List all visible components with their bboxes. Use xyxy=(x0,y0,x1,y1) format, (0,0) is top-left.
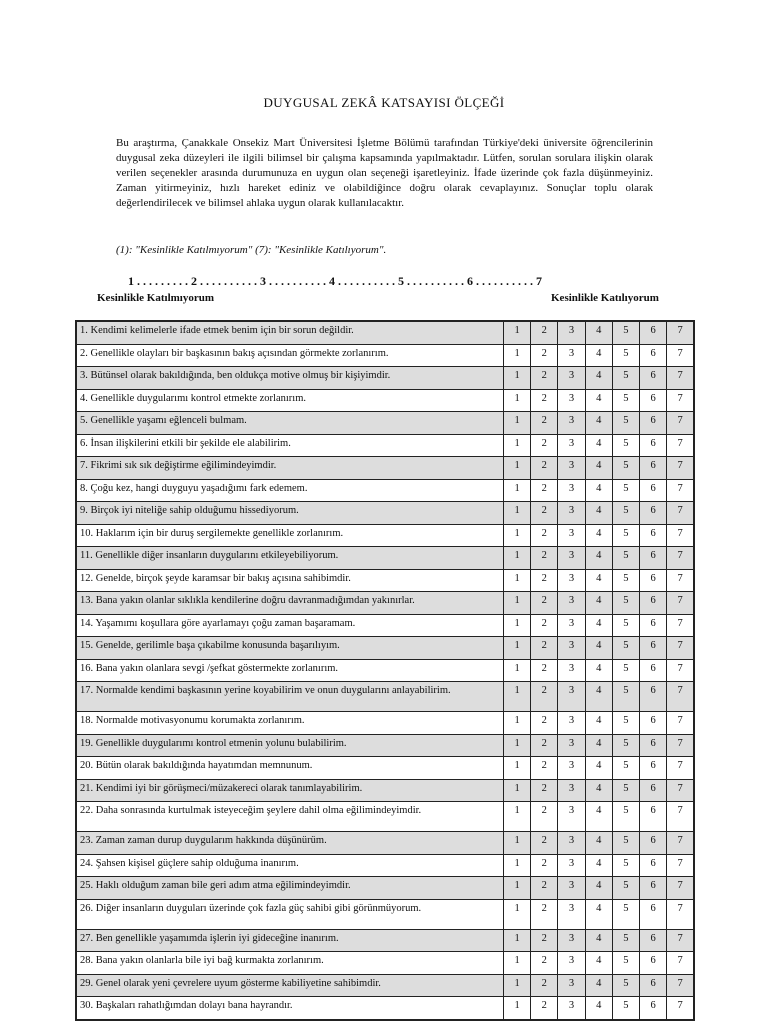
answer-option[interactable]: 6 xyxy=(640,757,667,780)
answer-option[interactable]: 5 xyxy=(612,524,639,547)
table-row xyxy=(76,321,694,344)
questionnaire-table xyxy=(75,320,695,1021)
question-text: 26. Diğer insanların duyguları üzerinde çok fazla güç sahibi gibi görünmüyorum. xyxy=(76,899,504,929)
answer-option[interactable]: 6 xyxy=(640,592,667,615)
answer-option[interactable]: 4 xyxy=(585,389,612,412)
question-text: 3. Bütünsel olarak bakıldığında, ben oldukça motive olmuş bir kişiyimdir. xyxy=(76,367,504,390)
answer-option[interactable]: 7 xyxy=(667,434,694,457)
answer-option[interactable]: 5 xyxy=(612,712,639,735)
answer-option[interactable]: 4 xyxy=(585,344,612,367)
answer-option[interactable]: 7 xyxy=(667,321,694,344)
answer-option[interactable]: 4 xyxy=(585,997,612,1020)
answer-option[interactable]: 5 xyxy=(612,367,639,390)
answer-option[interactable]: 4 xyxy=(585,412,612,435)
answer-option[interactable]: 1 xyxy=(504,682,531,712)
answer-option[interactable]: 7 xyxy=(667,524,694,547)
answer-option[interactable]: 4 xyxy=(585,802,612,832)
question-text: 12. Genelde, birçok şeyde karamsar bir bakış açısına sahibimdir. xyxy=(76,569,504,592)
answer-option[interactable]: 6 xyxy=(640,547,667,570)
answer-option[interactable]: 2 xyxy=(531,614,558,637)
answer-option[interactable]: 7 xyxy=(667,734,694,757)
answer-option[interactable]: 6 xyxy=(640,997,667,1020)
answer-option[interactable]: 7 xyxy=(667,952,694,975)
table-row xyxy=(76,412,694,435)
scale-left-label: Kesinlikle Katılmıyorum xyxy=(97,292,215,304)
answer-option[interactable]: 2 xyxy=(531,929,558,952)
answer-option[interactable]: 2 xyxy=(531,592,558,615)
answer-option[interactable]: 1 xyxy=(504,321,531,344)
question-text: 17. Normalde kendimi başkasının yerine koyabilirim ve onun duygularını anlayabilirim. xyxy=(76,682,504,712)
answer-option[interactable]: 7 xyxy=(667,389,694,412)
answer-option[interactable]: 5 xyxy=(612,877,639,900)
answer-option[interactable]: 5 xyxy=(612,502,639,525)
intro-paragraph: Bu araştırma, Çanakkale Onsekiz Mart Üniversitesi İşletme Bölümü tarafından Türkiye'deki üniversite öğrencilerinin duygusal zeka düzeyleri ile ilgili bilimsel bir çalışma kapsamında yapılmaktadır. Lütfen, sorulan sorulara ilişkin olarak verilen seçenekler arasında durumunuza en uygun olan seçeneği işaretleyiniz. İfade üzerinde çok fazla düşünmeyiniz. Zaman yitirmeyiniz, hızlı hareket ediniz ve olabildiğince doğru olarak cevaplayınız. Sonuçlar toplu olarak değerlendirilecek ve bilimsel ahlaka uygun olarak kullanılacaktır. xyxy=(116,137,653,209)
question-text: 19. Genellikle duygularımı kontrol etmenin yolunu bulabilirim. xyxy=(76,734,504,757)
answer-option[interactable]: 2 xyxy=(531,712,558,735)
answer-option[interactable]: 3 xyxy=(558,524,585,547)
answer-option[interactable]: 1 xyxy=(504,637,531,660)
answer-option[interactable]: 4 xyxy=(585,682,612,712)
answer-option[interactable]: 5 xyxy=(612,974,639,997)
answer-option[interactable]: 6 xyxy=(640,779,667,802)
answer-option[interactable]: 4 xyxy=(585,524,612,547)
answer-option[interactable]: 5 xyxy=(612,832,639,855)
table-row xyxy=(76,997,694,1020)
scale-note: (1): "Kesinlikle Katılmıyorum" (7): "Kesinlikle Katılıyorum". xyxy=(116,244,387,256)
answer-option[interactable]: 3 xyxy=(558,832,585,855)
answer-option[interactable]: 3 xyxy=(558,502,585,525)
answer-option[interactable]: 6 xyxy=(640,802,667,832)
answer-option[interactable]: 3 xyxy=(558,569,585,592)
answer-option[interactable]: 2 xyxy=(531,779,558,802)
answer-option[interactable]: 3 xyxy=(558,779,585,802)
answer-option[interactable]: 2 xyxy=(531,457,558,480)
answer-option[interactable]: 1 xyxy=(504,659,531,682)
answer-option[interactable]: 4 xyxy=(585,659,612,682)
answer-option[interactable]: 3 xyxy=(558,877,585,900)
question-text: 20. Bütün olarak bakıldığında hayatımdan memnunum. xyxy=(76,757,504,780)
question-text: 23. Zaman zaman durup duygularım hakkında düşünürüm. xyxy=(76,832,504,855)
answer-option[interactable]: 6 xyxy=(640,877,667,900)
answer-option[interactable]: 3 xyxy=(558,974,585,997)
answer-option[interactable]: 7 xyxy=(667,637,694,660)
table-row xyxy=(76,524,694,547)
answer-option[interactable]: 2 xyxy=(531,569,558,592)
answer-option[interactable]: 5 xyxy=(612,899,639,929)
answer-option[interactable]: 2 xyxy=(531,997,558,1020)
answer-option[interactable]: 7 xyxy=(667,974,694,997)
answer-option[interactable]: 4 xyxy=(585,502,612,525)
answer-option[interactable]: 1 xyxy=(504,877,531,900)
answer-option[interactable]: 5 xyxy=(612,457,639,480)
table-row xyxy=(76,779,694,802)
answer-option[interactable]: 3 xyxy=(558,592,585,615)
question-text: 21. Kendimi iyi bir görüşmeci/müzakereci olarak tanımlayabilirim. xyxy=(76,779,504,802)
answer-option[interactable]: 6 xyxy=(640,832,667,855)
answer-option[interactable]: 5 xyxy=(612,637,639,660)
answer-option[interactable]: 5 xyxy=(612,734,639,757)
answer-option[interactable]: 4 xyxy=(585,734,612,757)
answer-option[interactable]: 4 xyxy=(585,367,612,390)
table-row xyxy=(76,712,694,735)
answer-option[interactable]: 6 xyxy=(640,929,667,952)
answer-option[interactable]: 4 xyxy=(585,854,612,877)
answer-option[interactable]: 5 xyxy=(612,434,639,457)
answer-option[interactable]: 3 xyxy=(558,659,585,682)
table-row xyxy=(76,974,694,997)
answer-option[interactable]: 5 xyxy=(612,757,639,780)
answer-option[interactable]: 6 xyxy=(640,412,667,435)
answer-option[interactable]: 6 xyxy=(640,952,667,975)
answer-option[interactable]: 1 xyxy=(504,952,531,975)
answer-option[interactable]: 7 xyxy=(667,614,694,637)
answer-option[interactable]: 2 xyxy=(531,344,558,367)
answer-option[interactable]: 5 xyxy=(612,929,639,952)
answer-option[interactable]: 7 xyxy=(667,802,694,832)
answer-option[interactable]: 2 xyxy=(531,734,558,757)
answer-option[interactable]: 3 xyxy=(558,547,585,570)
answer-option[interactable]: 7 xyxy=(667,344,694,367)
answer-option[interactable]: 6 xyxy=(640,457,667,480)
question-text: 8. Çoğu kez, hangi duyguyu yaşadığımı fark edemem. xyxy=(76,479,504,502)
answer-option[interactable]: 1 xyxy=(504,457,531,480)
answer-option[interactable]: 4 xyxy=(585,974,612,997)
answer-option[interactable]: 7 xyxy=(667,832,694,855)
table-row xyxy=(76,434,694,457)
answer-option[interactable]: 7 xyxy=(667,367,694,390)
answer-option[interactable]: 2 xyxy=(531,974,558,997)
answer-option[interactable]: 3 xyxy=(558,637,585,660)
answer-option[interactable]: 1 xyxy=(504,344,531,367)
answer-option[interactable]: 5 xyxy=(612,547,639,570)
question-text: 28. Bana yakın olanlarla bile iyi bağ kurmakta zorlanırım. xyxy=(76,952,504,975)
answer-option[interactable]: 1 xyxy=(504,592,531,615)
answer-option[interactable]: 2 xyxy=(531,802,558,832)
answer-option[interactable]: 2 xyxy=(531,899,558,929)
answer-option[interactable]: 6 xyxy=(640,734,667,757)
answer-option[interactable]: 3 xyxy=(558,389,585,412)
answer-option[interactable]: 6 xyxy=(640,569,667,592)
answer-option[interactable]: 4 xyxy=(585,929,612,952)
table-row xyxy=(76,659,694,682)
answer-option[interactable]: 1 xyxy=(504,569,531,592)
answer-option[interactable]: 3 xyxy=(558,997,585,1020)
table-row xyxy=(76,682,694,712)
question-text: 10. Haklarım için bir duruş sergilemekte genellikle zorlanırım. xyxy=(76,524,504,547)
question-text: 24. Şahsen kişisel güçlere sahip olduğuma inanırım. xyxy=(76,854,504,877)
answer-option[interactable]: 7 xyxy=(667,779,694,802)
answer-option[interactable]: 3 xyxy=(558,929,585,952)
question-text: 4. Genellikle duygularımı kontrol etmekte zorlanırım. xyxy=(76,389,504,412)
table-row xyxy=(76,479,694,502)
answer-option[interactable]: 5 xyxy=(612,854,639,877)
answer-option[interactable]: 6 xyxy=(640,974,667,997)
answer-option[interactable]: 3 xyxy=(558,479,585,502)
table-row xyxy=(76,547,694,570)
answer-option[interactable]: 2 xyxy=(531,524,558,547)
answer-option[interactable]: 6 xyxy=(640,899,667,929)
answer-option[interactable]: 1 xyxy=(504,974,531,997)
answer-option[interactable]: 6 xyxy=(640,344,667,367)
answer-option[interactable]: 5 xyxy=(612,412,639,435)
answer-option[interactable]: 4 xyxy=(585,832,612,855)
answer-option[interactable]: 7 xyxy=(667,502,694,525)
answer-option[interactable]: 1 xyxy=(504,434,531,457)
answer-option[interactable]: 4 xyxy=(585,457,612,480)
answer-option[interactable]: 1 xyxy=(504,779,531,802)
answer-option[interactable]: 1 xyxy=(504,832,531,855)
answer-option[interactable]: 4 xyxy=(585,637,612,660)
answer-option[interactable]: 4 xyxy=(585,479,612,502)
answer-option[interactable]: 7 xyxy=(667,479,694,502)
answer-option[interactable]: 6 xyxy=(640,854,667,877)
answer-option[interactable]: 3 xyxy=(558,712,585,735)
table-row xyxy=(76,457,694,480)
answer-option[interactable]: 3 xyxy=(558,457,585,480)
question-text: 15. Genelde, gerilimle başa çıkabilme konusunda başarılıyım. xyxy=(76,637,504,660)
answer-option[interactable]: 2 xyxy=(531,832,558,855)
answer-option[interactable]: 5 xyxy=(612,614,639,637)
table-row xyxy=(76,952,694,975)
answer-option[interactable]: 4 xyxy=(585,614,612,637)
answer-option[interactable]: 1 xyxy=(504,547,531,570)
table-row xyxy=(76,734,694,757)
answer-option[interactable]: 7 xyxy=(667,712,694,735)
answer-option[interactable]: 6 xyxy=(640,682,667,712)
answer-option[interactable]: 6 xyxy=(640,637,667,660)
answer-option[interactable]: 5 xyxy=(612,389,639,412)
answer-option[interactable]: 1 xyxy=(504,502,531,525)
answer-option[interactable]: 7 xyxy=(667,569,694,592)
question-text: 2. Genellikle olayları bir başkasının bakış açısından görmekte zorlanırım. xyxy=(76,344,504,367)
answer-option[interactable]: 7 xyxy=(667,997,694,1020)
question-text: 16. Bana yakın olanlara sevgi /şefkat göstermekte zorlanırım. xyxy=(76,659,504,682)
answer-option[interactable]: 4 xyxy=(585,779,612,802)
page-title: DUYGUSAL ZEKÂ KATSAYISI ÖLÇEĞİ xyxy=(263,95,505,110)
answer-option[interactable]: 1 xyxy=(504,734,531,757)
answer-option[interactable]: 2 xyxy=(531,854,558,877)
table-row xyxy=(76,367,694,390)
answer-option[interactable]: 5 xyxy=(612,682,639,712)
answer-option[interactable]: 3 xyxy=(558,367,585,390)
answer-option[interactable]: 2 xyxy=(531,682,558,712)
scale-line: 1 . . . . . . . . . 2 . . . . . . . . . . 3 . . . . . . . . . . 4 . . . . . . . . . . 5 . . . . . . . . . . 6 . . . . . . . . . . 7 xyxy=(128,274,542,288)
answer-option[interactable]: 2 xyxy=(531,547,558,570)
answer-option[interactable]: 3 xyxy=(558,321,585,344)
question-text: 9. Birçok iyi niteliğe sahip olduğumu hissediyorum. xyxy=(76,502,504,525)
answer-option[interactable]: 5 xyxy=(612,952,639,975)
answer-option[interactable]: 2 xyxy=(531,502,558,525)
answer-option[interactable]: 1 xyxy=(504,524,531,547)
answer-option[interactable]: 1 xyxy=(504,614,531,637)
answer-option[interactable]: 1 xyxy=(504,854,531,877)
answer-option[interactable]: 6 xyxy=(640,712,667,735)
answer-option[interactable]: 4 xyxy=(585,952,612,975)
answer-option[interactable]: 1 xyxy=(504,712,531,735)
answer-option[interactable]: 3 xyxy=(558,802,585,832)
question-text: 5. Genellikle yaşamı eğlenceli bulmam. xyxy=(76,412,504,435)
answer-option[interactable]: 1 xyxy=(504,389,531,412)
answer-option[interactable]: 7 xyxy=(667,412,694,435)
table-row xyxy=(76,502,694,525)
answer-option[interactable]: 6 xyxy=(640,614,667,637)
answer-option[interactable]: 1 xyxy=(504,997,531,1020)
answer-option[interactable]: 6 xyxy=(640,434,667,457)
answer-option[interactable]: 6 xyxy=(640,367,667,390)
answer-option[interactable]: 6 xyxy=(640,524,667,547)
answer-option[interactable]: 4 xyxy=(585,712,612,735)
question-text: 27. Ben genellikle yaşamımda işlerin iyi gideceğine inanırım. xyxy=(76,929,504,952)
table-row xyxy=(76,854,694,877)
answer-option[interactable]: 4 xyxy=(585,757,612,780)
answer-option[interactable]: 2 xyxy=(531,412,558,435)
question-text: 13. Bana yakın olanlar sıklıkla kendilerine doğru davranmadığımdan yakınırlar. xyxy=(76,592,504,615)
answer-option[interactable]: 3 xyxy=(558,614,585,637)
question-text: 18. Normalde motivasyonumu korumakta zorlanırım. xyxy=(76,712,504,735)
answer-option[interactable]: 5 xyxy=(612,569,639,592)
table-row xyxy=(76,832,694,855)
answer-option[interactable]: 3 xyxy=(558,344,585,367)
answer-option[interactable]: 7 xyxy=(667,659,694,682)
answer-option[interactable]: 5 xyxy=(612,321,639,344)
answer-option[interactable]: 4 xyxy=(585,547,612,570)
answer-option[interactable]: 3 xyxy=(558,412,585,435)
question-text: 22. Daha sonrasında kurtulmak isteyeceğim şeylere dahil olma eğilimindeyimdir. xyxy=(76,802,504,832)
answer-option[interactable]: 1 xyxy=(504,367,531,390)
answer-option[interactable]: 6 xyxy=(640,502,667,525)
answer-option[interactable]: 4 xyxy=(585,321,612,344)
table-row xyxy=(76,877,694,900)
question-text: 11. Genellikle diğer insanların duygularını etkileyebiliyorum. xyxy=(76,547,504,570)
table-row xyxy=(76,569,694,592)
question-text: 30. Başkaları rahatlığımdan dolayı bana hayrandır. xyxy=(76,997,504,1020)
answer-option[interactable]: 2 xyxy=(531,479,558,502)
answer-option[interactable]: 2 xyxy=(531,637,558,660)
table-row xyxy=(76,802,694,832)
answer-option[interactable]: 6 xyxy=(640,479,667,502)
answer-option[interactable]: 4 xyxy=(585,899,612,929)
answer-option[interactable]: 7 xyxy=(667,682,694,712)
question-text: 1. Kendimi kelimelerle ifade etmek benim için bir sorun değildir. xyxy=(76,321,504,344)
answer-option[interactable]: 4 xyxy=(585,569,612,592)
answer-option[interactable]: 4 xyxy=(585,434,612,457)
answer-option[interactable]: 2 xyxy=(531,659,558,682)
table-row xyxy=(76,929,694,952)
answer-option[interactable]: 7 xyxy=(667,854,694,877)
answer-option[interactable]: 5 xyxy=(612,802,639,832)
answer-option[interactable]: 2 xyxy=(531,389,558,412)
answer-option[interactable]: 7 xyxy=(667,547,694,570)
answer-option[interactable]: 5 xyxy=(612,997,639,1020)
table-row xyxy=(76,614,694,637)
question-text: 29. Genel olarak yeni çevrelere uyum gösterme kabiliyetine sahibimdir. xyxy=(76,974,504,997)
answer-option[interactable]: 5 xyxy=(612,344,639,367)
answer-option[interactable]: 7 xyxy=(667,757,694,780)
answer-option[interactable]: 3 xyxy=(558,682,585,712)
answer-option[interactable]: 2 xyxy=(531,757,558,780)
answer-option[interactable]: 6 xyxy=(640,659,667,682)
question-text: 14. Yaşamımı koşullara göre ayarlamayı çoğu zaman başaramam. xyxy=(76,614,504,637)
answer-option[interactable]: 7 xyxy=(667,877,694,900)
answer-option[interactable]: 7 xyxy=(667,929,694,952)
answer-option[interactable]: 5 xyxy=(612,592,639,615)
answer-option[interactable]: 2 xyxy=(531,367,558,390)
answer-option[interactable]: 2 xyxy=(531,877,558,900)
answer-option[interactable]: 7 xyxy=(667,457,694,480)
answer-option[interactable]: 2 xyxy=(531,952,558,975)
table-row xyxy=(76,637,694,660)
answer-option[interactable]: 6 xyxy=(640,321,667,344)
answer-option[interactable]: 1 xyxy=(504,757,531,780)
answer-option[interactable]: 3 xyxy=(558,899,585,929)
answer-option[interactable]: 3 xyxy=(558,734,585,757)
table-row xyxy=(76,344,694,367)
answer-option[interactable]: 3 xyxy=(558,434,585,457)
answer-option[interactable]: 3 xyxy=(558,952,585,975)
answer-option[interactable]: 5 xyxy=(612,779,639,802)
answer-option[interactable]: 4 xyxy=(585,592,612,615)
answer-option[interactable]: 1 xyxy=(504,929,531,952)
answer-option[interactable]: 7 xyxy=(667,899,694,929)
question-text: 7. Fikrimi sık sık değiştirme eğilimindeyimdir. xyxy=(76,457,504,480)
answer-option[interactable]: 1 xyxy=(504,802,531,832)
answer-option[interactable]: 4 xyxy=(585,877,612,900)
answer-option[interactable]: 1 xyxy=(504,479,531,502)
table-row xyxy=(76,757,694,780)
answer-option[interactable]: 5 xyxy=(612,479,639,502)
question-text: 25. Haklı olduğum zaman bile geri adım atma eğilimindeyimdir. xyxy=(76,877,504,900)
answer-option[interactable]: 2 xyxy=(531,321,558,344)
answer-option[interactable]: 2 xyxy=(531,434,558,457)
answer-option[interactable]: 5 xyxy=(612,659,639,682)
answer-option[interactable]: 6 xyxy=(640,389,667,412)
answer-option[interactable]: 3 xyxy=(558,854,585,877)
question-text: 6. İnsan ilişkilerini etkili bir şekilde ele alabilirim. xyxy=(76,434,504,457)
table-row xyxy=(76,899,694,929)
answer-option[interactable]: 7 xyxy=(667,592,694,615)
answer-option[interactable]: 1 xyxy=(504,899,531,929)
table-row xyxy=(76,592,694,615)
table-row xyxy=(76,389,694,412)
answer-option[interactable]: 1 xyxy=(504,412,531,435)
scale-right-label: Kesinlikle Katılıyorum xyxy=(551,292,659,304)
answer-option[interactable]: 3 xyxy=(558,757,585,780)
